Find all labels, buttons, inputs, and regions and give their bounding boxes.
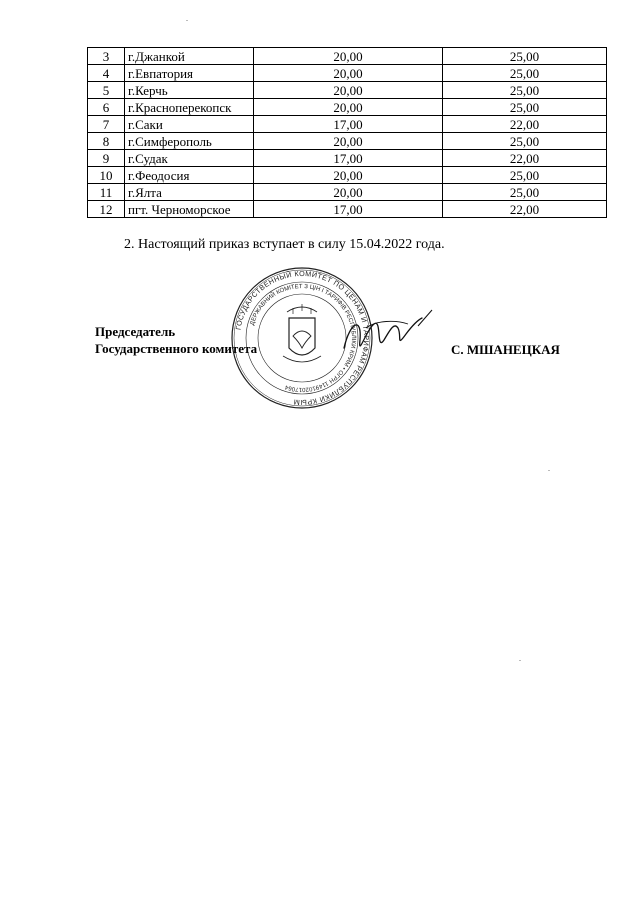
row-number: 4 [88, 65, 125, 82]
scan-speck [548, 470, 550, 471]
tariff-table-body [88, 48, 607, 218]
city-name: г.Саки [125, 116, 254, 133]
city-name: пгт. Черноморское [125, 201, 254, 218]
stamp-outer-text: ГОСУДАРСТВЕННЫЙ КОМИТЕТ ПО ЦЕНАМ И ТАРИФАМ РЕСПУБЛИКИ КРЫМ [233, 268, 372, 408]
scan-speck [519, 660, 521, 661]
table-row [88, 150, 607, 167]
table-row [88, 133, 607, 150]
tariff-table [87, 47, 607, 218]
clause-text: 2. Настоящий приказ вступает в силу 15.04.2022 года. [124, 237, 445, 252]
tariff-value-2: 25,00 [443, 48, 607, 65]
table-row [88, 48, 607, 65]
crimea-emblem [283, 304, 321, 362]
row-number: 8 [88, 133, 125, 150]
handwritten-signature [336, 300, 436, 375]
tariff-value-2: 25,00 [443, 99, 607, 116]
tariff-value-1: 20,00 [254, 99, 443, 116]
city-name: г.Керчь [125, 82, 254, 99]
tariff-value-1: 17,00 [254, 201, 443, 218]
signatory-name: С. МШАНЕЦКАЯ [451, 342, 560, 357]
tariff-value-1: 20,00 [254, 82, 443, 99]
table-row [88, 184, 607, 201]
row-number: 10 [88, 167, 125, 184]
row-number: 7 [88, 116, 125, 133]
table-row [88, 167, 607, 184]
city-name: г.Евпатория [125, 65, 254, 82]
tariff-value-2: 25,00 [443, 82, 607, 99]
signatory-title-line2: Государственного комитета [95, 341, 258, 356]
tariff-value-1: 17,00 [254, 116, 443, 133]
tariff-value-2: 25,00 [443, 133, 607, 150]
tariff-value-2: 25,00 [443, 65, 607, 82]
row-number: 6 [88, 99, 125, 116]
scan-speck [186, 20, 188, 21]
stamp-inner-text: ДЕРЖАВНИЙ КОМІТЕТ З ЦІН І ТАРИФІВ РЕСПУБЛІКИ КРИМ • ОГРН 1149102017064 [249, 283, 357, 393]
row-number: 9 [88, 150, 125, 167]
tariff-value-2: 22,00 [443, 116, 607, 133]
tariff-value-1: 17,00 [254, 150, 443, 167]
city-name: г.Симферополь [125, 133, 254, 150]
tariff-value-1: 20,00 [254, 133, 443, 150]
tariff-value-2: 25,00 [443, 184, 607, 201]
tariff-value-1: 20,00 [254, 167, 443, 184]
table-row [88, 116, 607, 133]
city-name: г.Красноперекопск [125, 99, 254, 116]
table-row [88, 65, 607, 82]
signatory-title-line1: Председатель [95, 324, 176, 339]
table-row [88, 99, 607, 116]
city-name: г.Судак [125, 150, 254, 167]
tariff-value-2: 25,00 [443, 167, 607, 184]
city-name: г.Ялта [125, 184, 254, 201]
city-name: г.Джанкой [125, 48, 254, 65]
tariff-value-2: 22,00 [443, 150, 607, 167]
row-number: 5 [88, 82, 125, 99]
tariff-value-1: 20,00 [254, 48, 443, 65]
city-name: г.Феодосия [125, 167, 254, 184]
tariff-value-2: 22,00 [443, 201, 607, 218]
row-number: 3 [88, 48, 125, 65]
tariff-value-1: 20,00 [254, 65, 443, 82]
row-number: 11 [88, 184, 125, 201]
tariff-value-1: 20,00 [254, 184, 443, 201]
row-number: 12 [88, 201, 125, 218]
table-row [88, 82, 607, 99]
table-row [88, 201, 607, 218]
